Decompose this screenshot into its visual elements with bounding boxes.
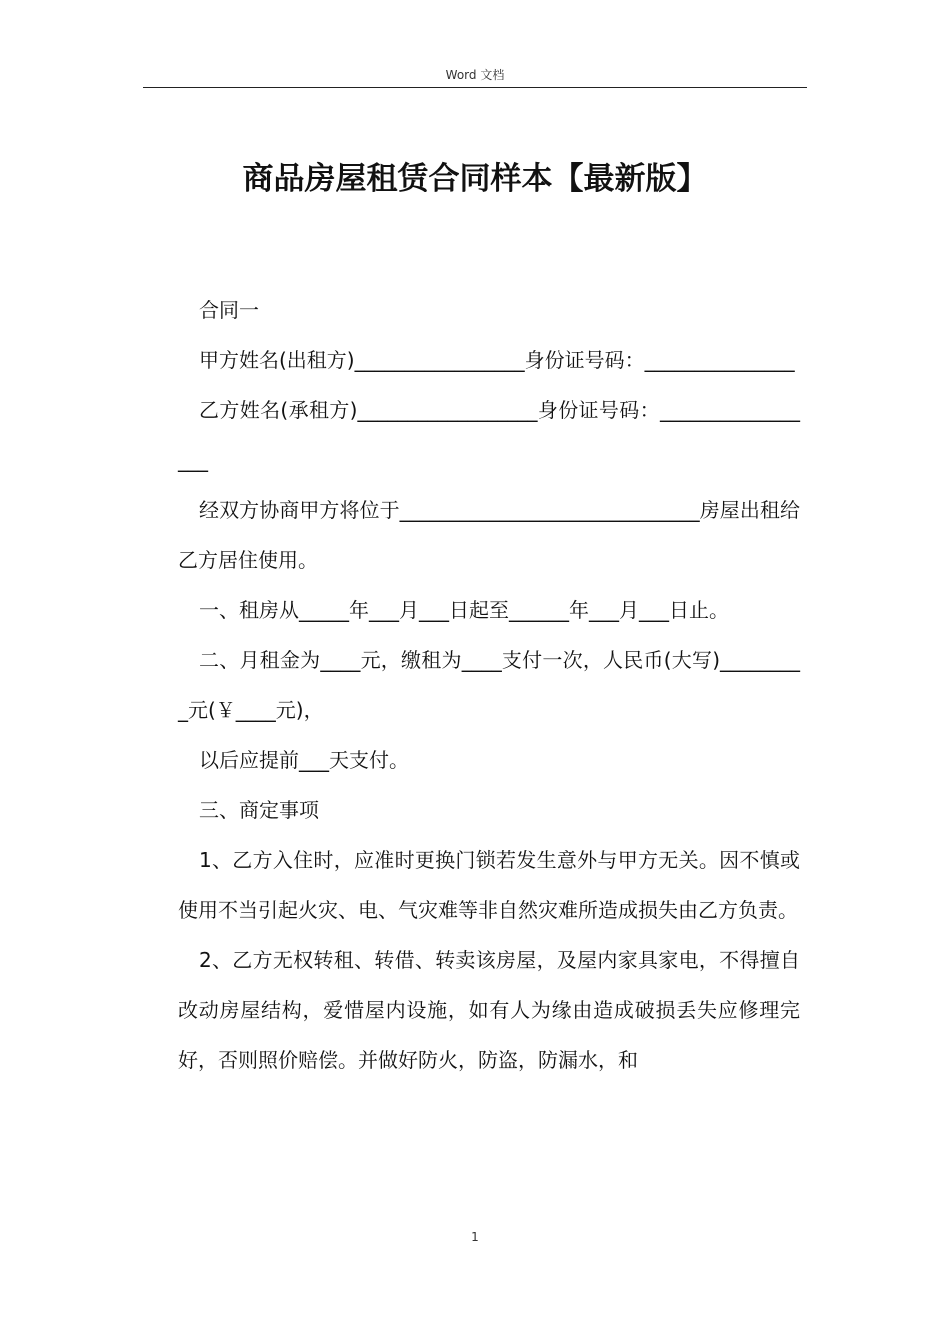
header-divider — [143, 87, 807, 88]
document-title: 商品房屋租赁合同样本【最新版】 — [242, 161, 708, 197]
page-header: Word 文档 — [445, 68, 505, 82]
paragraph-agreed-matters-heading: 三、商定事项 — [199, 798, 319, 822]
paragraph-clause-1: 1、乙方入住时，应准时更换门锁若发生意外与甲方无关。因不慎或使用不当引起火灾、电、气灾难等非自然灾难所造成损失由乙方负责。 — [178, 848, 800, 922]
paragraph-party-a: 甲方姓名(出租方)_________________身份证号码：_______________ — [199, 348, 795, 372]
paragraph-clause-2: 2、乙方无权转租、转借、转卖该房屋，及屋内家具家电，不得擅自改动房屋结构，爱惜屋内设施，如有人为缘由造成破损丢失应修理完好，否则照价赔偿。并做好防火，防盗，防漏水，和 — [178, 948, 800, 1072]
paragraph-contract-heading: 合同一 — [199, 298, 259, 322]
document-body — [178, 285, 800, 1085]
paragraph-party-b: 乙方姓名(承租方)__________________身份证号码：_________________ — [178, 398, 800, 472]
paragraph-rent-amount: 二、月租金为____元，缴租为____支付一次，人民币(大写)_________元(￥____元)， — [178, 648, 800, 722]
page-number: 1 — [471, 1230, 479, 1244]
paragraph-property-location: 经双方协商甲方将位于______________________________房屋出租给乙方居住使用。 — [178, 498, 800, 572]
paragraph-lease-term: 一、租房从_____年___月___日起至______年___月___日止。 — [199, 598, 729, 622]
paragraph-payment-advance: 以后应提前___天支付。 — [199, 748, 409, 772]
